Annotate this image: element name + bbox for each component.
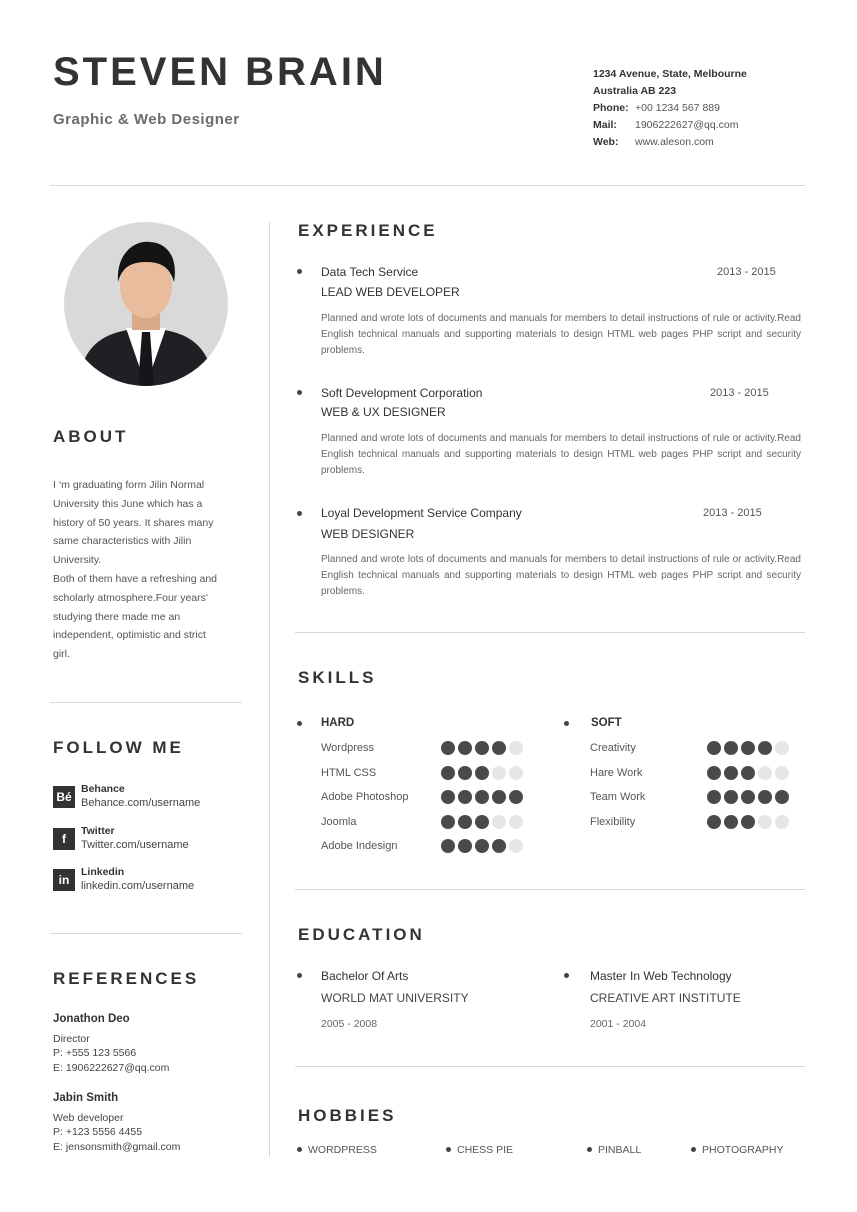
skills-divider <box>295 889 805 890</box>
rating-dot-filled <box>492 839 506 853</box>
rating-dot-empty <box>492 815 506 829</box>
rating-dot-filled <box>458 815 472 829</box>
about-text <box>53 476 248 664</box>
column-divider <box>269 222 270 1157</box>
reference-item <box>53 1012 169 1075</box>
rating-dot-filled <box>509 790 523 804</box>
follow-item-url[interactable]: Twitter.com/username <box>81 839 189 851</box>
experience-title: WEB DESIGNER <box>321 527 415 541</box>
rating-dot-filled <box>758 790 772 804</box>
rating-dot-empty <box>775 815 789 829</box>
skills-heading: SKILLS <box>298 668 377 687</box>
education-years: 2005 - 2008 <box>321 1018 378 1030</box>
behance-icon: Bé <box>53 786 75 808</box>
about-divider <box>50 702 242 703</box>
rating-dot-filled <box>441 790 455 804</box>
bullet-icon <box>297 269 302 274</box>
rating-dot-filled <box>724 766 738 780</box>
education-degree: Master In Web Technology <box>590 969 732 983</box>
experience-company: Soft Development Corporation <box>321 386 483 400</box>
experience-description: Planned and wrote lots of documents and manuals for members to detail instructions of rule or activity.Read English technical manuals and supporting materials to design HTML web pages PHP script and security problems. <box>321 554 801 597</box>
reference-email: E: 1906222627@qq.com <box>53 1061 170 1074</box>
follow-item-url[interactable]: linkedin.com/username <box>81 880 195 892</box>
rating-dot-filled <box>724 741 738 755</box>
reference-email: E: jensonsmith@gmail.com <box>53 1140 181 1153</box>
profile-photo <box>64 222 228 386</box>
reference-item <box>53 1091 180 1154</box>
skills-soft-label: SOFT <box>591 717 622 729</box>
facebook-icon: f <box>53 828 75 850</box>
follow-item-behance[interactable] <box>53 783 253 812</box>
bullet-icon <box>297 390 302 395</box>
rating-dot-filled <box>707 815 721 829</box>
about-line: studying there made me an <box>53 610 181 623</box>
skill-rating <box>441 790 523 804</box>
address-line-2: Australia AB 223 <box>593 85 677 97</box>
education-degree: Bachelor Of Arts <box>321 969 409 983</box>
skill-name: Adobe Photoshop <box>321 791 409 803</box>
linkedin-icon: in <box>53 869 75 891</box>
rating-dot-filled <box>724 815 738 829</box>
rating-dot-filled <box>441 741 455 755</box>
follow-divider <box>50 933 242 934</box>
rating-dot-filled <box>741 815 755 829</box>
rating-dot-filled <box>741 790 755 804</box>
education-school: CREATIVE ART INSTITUTE <box>590 991 741 1005</box>
references-heading: REFERENCES <box>53 969 200 988</box>
rating-dot-filled <box>441 766 455 780</box>
about-line: same characteristics with Jilin <box>53 535 192 548</box>
skill-rating <box>441 766 523 780</box>
experience-date: 2013 - 2015 <box>710 387 769 399</box>
about-line: University this June which has a <box>53 497 203 510</box>
education-years: 2001 - 2004 <box>590 1018 647 1030</box>
rating-dot-filled <box>475 815 489 829</box>
about-line: independent, optimistic and strict <box>53 629 206 642</box>
hobby-label: CHESS PIE <box>457 1144 514 1156</box>
rating-dot-filled <box>441 815 455 829</box>
skill-rating <box>707 815 789 829</box>
hobby-item <box>691 1144 784 1156</box>
education-school: WORLD MAT UNIVERSITY <box>321 991 469 1005</box>
skill-name: HTML CSS <box>321 766 377 779</box>
rating-dot-filled <box>475 790 489 804</box>
skill-rating <box>707 741 789 755</box>
skill-name: Flexibility <box>590 815 636 828</box>
skill-rating <box>441 741 523 755</box>
follow-heading: FOLLOW ME <box>53 738 184 757</box>
rating-dot-empty <box>775 766 789 780</box>
web-label: Web: <box>593 136 619 148</box>
contact-block <box>593 66 747 151</box>
experience-heading: EXPERIENCE <box>298 221 438 240</box>
rating-dot-filled <box>741 741 755 755</box>
about-line: University. <box>53 554 102 567</box>
follow-item-name: Twitter <box>81 825 115 837</box>
bullet-icon <box>446 1147 451 1152</box>
rating-dot-filled <box>458 766 472 780</box>
about-line: girl. <box>53 648 70 661</box>
phone-value: +00 1234 567 889 <box>635 102 720 114</box>
rating-dot-empty <box>509 815 523 829</box>
follow-item-url[interactable]: Behance.com/username <box>81 797 201 809</box>
follow-item-twitter[interactable] <box>53 825 253 854</box>
skills-hard-label: HARD <box>321 717 355 729</box>
rating-dot-filled <box>475 766 489 780</box>
rating-dot-filled <box>475 839 489 853</box>
skill-rating <box>441 839 523 853</box>
about-line: scholarly atmosphere.Four years' <box>53 591 208 604</box>
phone-label: Phone: <box>593 102 629 114</box>
hobby-label: WORDPRESS <box>308 1144 377 1156</box>
rating-dot-empty <box>775 741 789 755</box>
skill-name: Joomla <box>321 815 357 828</box>
skill-rating <box>707 790 789 804</box>
reference-title: Director <box>53 1032 90 1045</box>
rating-dot-filled <box>492 741 506 755</box>
rating-dot-filled <box>707 741 721 755</box>
hobby-item <box>446 1144 513 1156</box>
resume-role: Graphic & Web Designer <box>53 111 240 128</box>
resume-name: STEVEN BRAIN <box>53 50 387 94</box>
rating-dot-filled <box>707 790 721 804</box>
rating-dot-empty <box>509 766 523 780</box>
mail-label: Mail: <box>593 119 617 131</box>
rating-dot-empty <box>758 815 772 829</box>
rating-dot-filled <box>707 766 721 780</box>
reference-name: Jabin Smith <box>53 1092 119 1104</box>
experience-description: Planned and wrote lots of documents and manuals for members to detail instructions of rule or activity.Read English technical manuals and supporting materials to design HTML web pages PHP script and security problems. <box>321 313 801 356</box>
hobby-label: PHOTOGRAPHY <box>702 1144 784 1156</box>
follow-item-name: Behance <box>81 783 125 795</box>
experience-divider <box>295 632 805 633</box>
rating-dot-filled <box>458 790 472 804</box>
rating-dot-filled <box>758 741 772 755</box>
reference-phone: P: +123 5556 4455 <box>53 1126 143 1138</box>
rating-dot-filled <box>441 839 455 853</box>
rating-dot-filled <box>775 790 789 804</box>
rating-dot-empty <box>509 741 523 755</box>
rating-dot-filled <box>458 839 472 853</box>
skill-name: Hare Work <box>590 766 643 779</box>
reference-title: Web developer <box>53 1111 124 1124</box>
bullet-icon <box>564 721 569 726</box>
hobbies-heading: HOBBIES <box>298 1106 397 1125</box>
experience-date: 2013 - 2015 <box>717 266 776 278</box>
bullet-icon <box>297 973 302 978</box>
bullet-icon <box>297 1147 302 1152</box>
rating-dot-empty <box>758 766 772 780</box>
experience-date: 2013 - 2015 <box>703 507 762 519</box>
skill-name: Team Work <box>590 791 646 803</box>
experience-company: Data Tech Service <box>321 265 419 279</box>
skill-name: Adobe Indesign <box>321 840 398 852</box>
hobby-item <box>297 1144 377 1156</box>
hobby-label: PINBALL <box>598 1144 642 1156</box>
about-heading: ABOUT <box>53 427 129 446</box>
rating-dot-empty <box>509 839 523 853</box>
mail-value[interactable]: 1906222627@qq.com <box>635 119 739 131</box>
rating-dot-empty <box>492 766 506 780</box>
rating-dot-filled <box>458 741 472 755</box>
header-divider <box>50 185 805 186</box>
rating-dot-filled <box>475 741 489 755</box>
skill-name: Creativity <box>590 742 636 754</box>
rating-dot-filled <box>741 766 755 780</box>
follow-item-linkedin[interactable] <box>53 866 253 895</box>
skill-rating <box>441 815 523 829</box>
skill-rating <box>707 766 789 780</box>
about-line: history of 50 years. It shares many <box>53 516 214 529</box>
reference-name: Jonathon Deo <box>53 1013 130 1025</box>
about-line: Both of them have a refreshing and <box>53 572 218 585</box>
bullet-icon <box>297 721 302 726</box>
web-row <box>593 134 747 151</box>
bullet-icon <box>297 511 302 516</box>
experience-title: WEB & UX DESIGNER <box>321 405 446 419</box>
follow-item-name: Linkedin <box>81 866 125 878</box>
experience-description: Planned and wrote lots of documents and manuals for members to detail instructions of rule or activity.Read English technical manuals and supporting materials to design HTML web pages PHP script and security problems. <box>321 433 801 476</box>
about-line: I ‘m graduating form Jilin Normal <box>53 479 205 491</box>
hobby-item <box>587 1144 641 1156</box>
mail-row <box>593 117 747 134</box>
reference-phone: P: +555 123 5566 <box>53 1047 137 1059</box>
web-value[interactable]: www.aleson.com <box>635 136 714 148</box>
education-heading: EDUCATION <box>298 925 425 944</box>
experience-title: LEAD WEB DEVELOPER <box>321 285 460 299</box>
phone-row <box>593 100 747 117</box>
address-line-1: 1234 Avenue, State, Melbourne <box>593 68 747 80</box>
rating-dot-filled <box>724 790 738 804</box>
education-divider <box>295 1066 805 1067</box>
bullet-icon <box>587 1147 592 1152</box>
rating-dot-filled <box>492 790 506 804</box>
experience-company: Loyal Development Service Company <box>321 506 522 520</box>
bullet-icon <box>564 973 569 978</box>
skill-name: Wordpress <box>321 742 374 754</box>
avatar-illustration <box>64 222 228 386</box>
bullet-icon <box>691 1147 696 1152</box>
